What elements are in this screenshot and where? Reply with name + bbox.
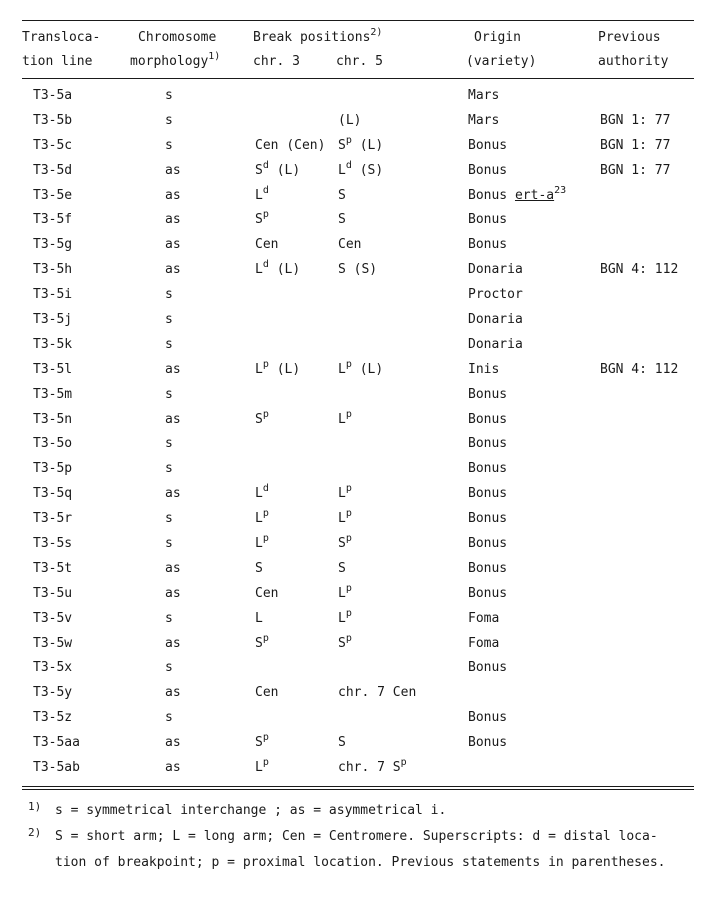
translocation-line-cell: T3-5l xyxy=(33,361,73,377)
table-row xyxy=(0,134,713,159)
break-value: L xyxy=(338,411,346,427)
origin-variety: Bonus xyxy=(468,660,508,676)
chr5-break-cell xyxy=(338,731,346,756)
chr3-break-cell xyxy=(255,756,269,782)
table-row xyxy=(0,557,713,582)
translocation-line-cell: T3-5t xyxy=(33,560,73,576)
break-value: L xyxy=(338,511,346,527)
break-value: L xyxy=(255,511,263,527)
morphology-cell: s xyxy=(165,336,173,352)
origin-variety: Bonus xyxy=(468,710,508,726)
morphology-cell: as xyxy=(165,585,181,601)
break-superscript: p xyxy=(345,607,352,619)
translocation-line-cell: T3-5r xyxy=(33,511,73,527)
chr3-break-cell xyxy=(255,632,269,658)
translocation-line-cell: T3-5aa xyxy=(33,735,80,751)
morphology-cell: as xyxy=(165,212,181,228)
chr3-break-cell xyxy=(255,607,263,632)
translocation-line-cell: T3-5u xyxy=(33,585,73,601)
break-value: S xyxy=(338,635,346,651)
break-value: (L) xyxy=(338,112,362,128)
break-superscript: p xyxy=(262,408,269,420)
table-row xyxy=(0,507,713,532)
table-row xyxy=(0,233,713,258)
break-superscript: d xyxy=(345,159,352,171)
table-row xyxy=(0,358,713,383)
break-value: (L) xyxy=(276,262,301,278)
origin-cell xyxy=(468,258,523,283)
break-value: S xyxy=(255,735,263,751)
origin-cell xyxy=(468,507,507,532)
morphology-cell: s xyxy=(165,112,173,128)
chr3-break-cell xyxy=(255,681,278,706)
break-superscript: p xyxy=(262,632,269,644)
break-value: S xyxy=(255,162,263,178)
header-origin-1: Origin xyxy=(474,30,521,45)
table-row xyxy=(0,656,713,681)
chr3-break-cell xyxy=(255,408,269,434)
break-superscript: d xyxy=(262,483,269,495)
origin-variety: Mars xyxy=(468,112,500,128)
morphology-cell: as xyxy=(165,635,181,651)
break-value: L xyxy=(338,585,346,601)
origin-variety: Bonus xyxy=(468,536,508,552)
morphology-cell: s xyxy=(165,710,173,726)
chr3-break-cell xyxy=(255,557,263,582)
table-row xyxy=(0,184,713,209)
origin-variety: Foma xyxy=(468,610,500,626)
break-value: (L) xyxy=(359,137,384,153)
origin-variety: Bonus xyxy=(468,461,508,477)
origin-variety: Bonus xyxy=(468,187,508,203)
morphology-cell: as xyxy=(165,361,181,377)
table-row xyxy=(0,681,713,706)
origin-variety: Bonus xyxy=(468,137,508,153)
origin-cell xyxy=(468,457,507,482)
translocation-line-cell: T3-5a xyxy=(33,88,73,103)
header-authority-1: Previous xyxy=(598,30,661,45)
chr3-break-cell xyxy=(255,582,278,607)
origin-variety: Foma xyxy=(468,635,500,651)
table-header-rule xyxy=(22,78,694,79)
footnote-2-mark: 2) xyxy=(28,826,42,839)
morphology-cell: as xyxy=(165,162,181,178)
origin-variety: Donaria xyxy=(468,336,523,352)
origin-variety: Proctor xyxy=(468,287,523,303)
break-value: S xyxy=(338,536,346,552)
chr5-break-cell xyxy=(338,408,352,434)
origin-variety: Bonus xyxy=(468,560,508,576)
break-superscript: p xyxy=(345,483,352,495)
translocation-line-cell: T3-5g xyxy=(33,237,73,253)
morphology-cell: s xyxy=(165,137,173,153)
origin-cell xyxy=(468,532,507,557)
chr5-break-cell xyxy=(338,109,361,134)
chr3-break-cell xyxy=(255,358,300,384)
origin-cell xyxy=(468,632,499,657)
chr3-break-cell xyxy=(255,532,269,558)
origin-cell xyxy=(468,184,566,210)
translocation-line-cell: T3-5j xyxy=(33,312,73,328)
break-value: L xyxy=(338,361,346,377)
origin-variety: Bonus xyxy=(468,162,508,178)
table-bottom-rule xyxy=(22,786,694,787)
translocation-line-cell: T3-5y xyxy=(33,685,73,701)
origin-cell xyxy=(468,134,507,159)
table-row xyxy=(0,756,713,781)
translocation-line-cell: T3-5s xyxy=(33,536,73,552)
translocation-line-cell: T3-5i xyxy=(33,287,73,303)
break-value: S xyxy=(255,212,263,228)
break-superscript: d xyxy=(262,159,269,171)
break-value: L xyxy=(255,262,263,278)
morphology-cell: s xyxy=(165,312,173,328)
origin-superscript: 23 xyxy=(554,184,567,196)
translocation-line-cell: T3-5q xyxy=(33,486,73,502)
table-row xyxy=(0,383,713,408)
table-row xyxy=(0,84,713,109)
origin-cell xyxy=(468,208,507,233)
translocation-line-cell: T3-5h xyxy=(33,262,73,278)
break-value: L xyxy=(338,486,346,502)
table-row xyxy=(0,258,713,283)
morphology-cell: s xyxy=(165,660,173,676)
break-superscript: p xyxy=(345,632,352,644)
chr5-break-cell xyxy=(338,632,352,658)
header-break-positions xyxy=(253,26,382,51)
translocation-line-cell: T3-5m xyxy=(33,386,73,402)
morphology-cell: s xyxy=(165,436,173,452)
break-superscript: p xyxy=(400,757,407,769)
chr5-break-cell xyxy=(338,532,352,558)
table-row xyxy=(0,582,713,607)
chr5-break-cell xyxy=(338,233,361,258)
chr5-break-cell xyxy=(338,159,383,185)
break-value: L xyxy=(255,486,263,502)
morphology-cell: s xyxy=(165,511,173,527)
header-chr3: chr. 3 xyxy=(253,54,300,69)
break-superscript: p xyxy=(262,757,269,769)
origin-variety: Mars xyxy=(468,88,500,103)
table-row xyxy=(0,607,713,632)
authority-cell: BGN 1: 77 xyxy=(600,137,671,153)
authority-cell: BGN 4: 112 xyxy=(600,361,679,377)
table-row xyxy=(0,482,713,507)
break-value: L xyxy=(255,361,263,377)
morphology-cell: as xyxy=(165,560,181,576)
break-superscript: p xyxy=(262,358,269,370)
chr3-break-cell xyxy=(255,482,269,508)
break-superscript: p xyxy=(345,533,352,545)
break-value: (L) xyxy=(276,162,301,178)
origin-gene: ert-a xyxy=(514,187,555,203)
translocation-line-cell: T3-5p xyxy=(33,461,73,477)
morphology-cell: as xyxy=(165,685,181,701)
origin-variety: Bonus xyxy=(468,735,508,751)
authority-cell: BGN 1: 77 xyxy=(600,162,671,178)
break-value: S xyxy=(338,137,346,153)
break-superscript: p xyxy=(345,408,352,420)
origin-variety: Donaria xyxy=(468,262,523,278)
break-value: Cen xyxy=(338,237,362,253)
table-bottom-rule-2 xyxy=(22,789,694,790)
chr3-break-cell xyxy=(255,507,269,533)
chr3-break-cell xyxy=(255,258,300,284)
origin-cell xyxy=(468,582,507,607)
break-superscript: p xyxy=(345,134,352,146)
chr3-break-cell xyxy=(255,134,325,159)
morphology-cell: as xyxy=(165,735,181,751)
origin-cell xyxy=(468,408,507,433)
break-superscript: p xyxy=(262,508,269,520)
break-value: Cen xyxy=(255,137,279,153)
break-value: chr. 7 Cen xyxy=(338,685,417,701)
break-value: L xyxy=(255,536,263,552)
break-value: Cen xyxy=(255,685,279,701)
break-value: S xyxy=(338,735,346,751)
origin-cell xyxy=(468,159,507,184)
chr3-break-cell xyxy=(255,159,300,185)
break-value: (L) xyxy=(276,361,301,377)
break-value: S xyxy=(338,262,346,278)
morphology-cell: as xyxy=(165,237,181,253)
break-value: S xyxy=(338,212,346,228)
header-chr5: chr. 5 xyxy=(336,54,383,69)
morphology-cell: as xyxy=(165,411,181,427)
break-superscript: p xyxy=(262,533,269,545)
break-value: (S) xyxy=(359,162,384,178)
break-superscript: p xyxy=(345,358,352,370)
header-translocation-line-2: tion line xyxy=(22,54,93,69)
origin-variety: Bonus xyxy=(468,411,508,427)
break-value: L xyxy=(338,162,346,178)
break-superscript: d xyxy=(262,184,269,196)
chr5-break-cell xyxy=(338,756,407,782)
translocation-line-cell: T3-5e xyxy=(33,187,73,203)
origin-cell xyxy=(468,607,499,632)
morphology-cell: s xyxy=(165,386,173,402)
translocation-line-cell: T3-5b xyxy=(33,112,73,128)
origin-cell xyxy=(468,358,499,383)
origin-variety: Bonus xyxy=(468,436,508,452)
header-break-text: Break positions xyxy=(253,30,371,45)
break-value: (Cen) xyxy=(286,137,326,153)
table-row xyxy=(0,333,713,358)
origin-variety: Bonus xyxy=(468,212,508,228)
header-authority-2: authority xyxy=(598,54,669,69)
origin-variety: Donaria xyxy=(468,312,523,328)
morphology-cell: as xyxy=(165,760,181,776)
origin-cell xyxy=(468,308,523,333)
translocation-line-cell: T3-5w xyxy=(33,635,73,651)
header-morphology-1: Chromosome xyxy=(138,30,217,45)
chr3-break-cell xyxy=(255,731,269,757)
chr3-break-cell xyxy=(255,208,269,234)
translocation-line-cell: T3-5x xyxy=(33,660,73,676)
header-morphology-text: morphology xyxy=(130,54,209,69)
break-superscript: p xyxy=(262,209,269,221)
origin-cell xyxy=(468,283,523,308)
origin-variety: Bonus xyxy=(468,237,508,253)
origin-cell xyxy=(468,656,507,681)
origin-cell xyxy=(468,233,507,258)
break-value: S xyxy=(338,560,346,576)
break-value: L xyxy=(255,187,263,203)
table-row xyxy=(0,208,713,233)
break-superscript: p xyxy=(345,582,352,594)
break-superscript: p xyxy=(262,732,269,744)
chr5-break-cell xyxy=(338,134,383,160)
header-break-sup: 2) xyxy=(370,27,383,38)
translocation-line-cell: T3-5v xyxy=(33,610,73,626)
morphology-cell: s xyxy=(165,610,173,626)
table-row xyxy=(0,109,713,134)
chr5-break-cell xyxy=(338,184,346,209)
break-value: S xyxy=(392,760,401,776)
table-row xyxy=(0,283,713,308)
chr3-break-cell xyxy=(255,233,278,258)
table-row xyxy=(0,457,713,482)
break-value: S xyxy=(255,411,263,427)
break-value: L xyxy=(338,610,346,626)
origin-cell xyxy=(468,432,507,457)
table-row xyxy=(0,706,713,731)
header-origin-2: (variety) xyxy=(466,54,537,69)
authority-cell: BGN 4: 112 xyxy=(600,262,679,278)
morphology-cell: as xyxy=(165,486,181,502)
chr5-break-cell xyxy=(338,607,352,633)
morphology-cell: as xyxy=(165,262,181,278)
break-superscript: d xyxy=(262,259,269,271)
origin-cell xyxy=(468,706,507,731)
morphology-cell: s xyxy=(165,461,173,477)
break-value: Cen xyxy=(255,585,279,601)
chr3-break-cell xyxy=(255,184,269,210)
header-morphology-sup: 1) xyxy=(208,51,221,62)
chr5-break-cell xyxy=(338,258,377,283)
origin-variety: Bonus xyxy=(468,386,508,402)
origin-cell xyxy=(468,333,523,358)
morphology-cell: as xyxy=(165,187,181,203)
break-value: S xyxy=(338,187,346,203)
translocation-line-cell: T3-5k xyxy=(33,336,73,352)
origin-cell xyxy=(468,731,507,756)
chr5-break-cell xyxy=(338,507,352,533)
table-row xyxy=(0,532,713,557)
translocation-line-cell: T3-5c xyxy=(33,137,73,153)
break-value: Cen xyxy=(255,237,279,253)
break-value: chr. 7 xyxy=(338,760,385,776)
chr5-break-cell xyxy=(338,557,346,582)
translocation-line-cell: T3-5n xyxy=(33,411,73,427)
table-row xyxy=(0,731,713,756)
chr5-break-cell xyxy=(338,482,352,508)
break-value: L xyxy=(255,610,263,626)
translocation-line-cell: T3-5f xyxy=(33,212,73,228)
morphology-cell: s xyxy=(165,536,173,552)
footnote-2-text-b: tion of breakpoint; p = proximal location. Previous statements in parentheses. xyxy=(55,855,666,870)
footnote-1-text: s = symmetrical interchange ; as = asymmetrical i. xyxy=(55,803,447,818)
footnote-1-mark: 1) xyxy=(28,800,42,813)
break-value: (S) xyxy=(353,262,378,278)
chr5-break-cell xyxy=(338,582,352,608)
table-body xyxy=(0,84,713,781)
chr5-break-cell xyxy=(338,208,346,233)
origin-variety: Bonus xyxy=(468,511,508,527)
origin-variety: Bonus xyxy=(468,486,508,502)
break-superscript: p xyxy=(345,508,352,520)
translocation-line-cell: T3-5d xyxy=(33,162,73,178)
table-row xyxy=(0,159,713,184)
translocation-line-cell: T3-5ab xyxy=(33,760,80,776)
origin-cell xyxy=(468,84,499,109)
chr5-break-cell xyxy=(338,358,383,384)
origin-variety: Inis xyxy=(468,361,500,377)
table-row xyxy=(0,632,713,657)
table-row xyxy=(0,308,713,333)
translocation-line-cell: T3-5o xyxy=(33,436,73,452)
origin-variety: Bonus xyxy=(468,585,508,601)
table-top-rule xyxy=(22,20,694,21)
break-value: S xyxy=(255,560,263,576)
morphology-cell: s xyxy=(165,88,173,103)
break-value: L xyxy=(255,760,263,776)
origin-cell xyxy=(468,383,507,408)
morphology-cell: s xyxy=(165,287,173,303)
authority-cell: BGN 1: 77 xyxy=(600,112,671,128)
header-translocation-line-1: Transloca- xyxy=(22,30,101,45)
table-row xyxy=(0,408,713,433)
table-row xyxy=(0,432,713,457)
origin-cell xyxy=(468,109,499,134)
origin-cell xyxy=(468,557,507,582)
footnote-2-text-a: S = short arm; L = long arm; Cen = Centromere. Superscripts: d = distal loca- xyxy=(55,829,658,844)
translocation-line-cell: T3-5z xyxy=(33,710,73,726)
break-value: (L) xyxy=(359,361,384,377)
chr5-break-cell xyxy=(338,681,416,706)
break-value: S xyxy=(255,635,263,651)
origin-cell xyxy=(468,482,507,507)
header-morphology-2 xyxy=(130,50,220,75)
